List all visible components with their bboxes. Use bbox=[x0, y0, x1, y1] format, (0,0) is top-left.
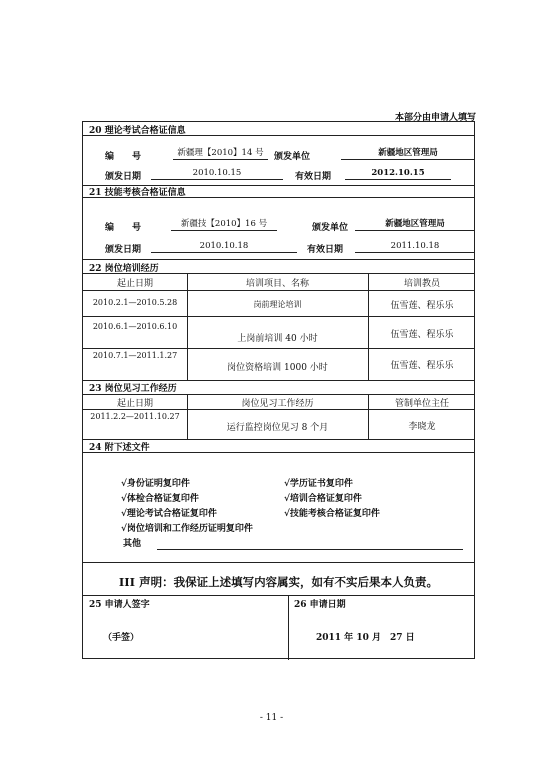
s20-number-value: 新疆理【2010】14 号 bbox=[173, 147, 268, 160]
s23-row1-director: 李晓龙 bbox=[408, 422, 436, 432]
s22-row1-instructor: 伍雪莲、程乐乐 bbox=[390, 301, 454, 311]
divider bbox=[83, 595, 474, 596]
s22-row3-dates: 2010.7.1—2011.1.27 bbox=[92, 351, 178, 360]
s20-valid-label: 有效日期 bbox=[295, 172, 332, 182]
application-form bbox=[82, 121, 475, 659]
section-26-title: 26 申请日期 bbox=[294, 600, 346, 610]
divider bbox=[83, 394, 474, 395]
section-21-title: 21 技能考核合格证信息 bbox=[89, 188, 186, 198]
section-20-title: 20 理论考试合格证信息 bbox=[89, 126, 186, 136]
section-22-title: 22 岗位培训经历 bbox=[89, 264, 159, 274]
attachment-item: √技能考核合格证复印件 bbox=[284, 509, 380, 519]
s23-row1-dates: 2011.2.2—2011.10.27 bbox=[90, 412, 180, 421]
s20-valid-value: 2012.10.15 bbox=[345, 167, 451, 180]
s22-row2-dates: 2010.6.1—2010.6.10 bbox=[92, 322, 178, 331]
s21-date-label: 颁发日期 bbox=[105, 245, 142, 255]
s20-issuer-label: 颁发单位 bbox=[274, 152, 311, 162]
attachment-other-label: 其他 bbox=[123, 539, 142, 549]
s23-header-director: 管制单位主任 bbox=[394, 399, 449, 409]
divider bbox=[83, 290, 474, 291]
header-note: 本部分由申请人填写 bbox=[395, 113, 477, 123]
attachment-item: √体检合格证复印件 bbox=[121, 494, 199, 504]
signature-note: （手签） bbox=[103, 633, 140, 643]
attachment-item: √学历证书复印件 bbox=[284, 479, 353, 489]
section-23-title: 23 岗位见习工作经历 bbox=[89, 384, 177, 394]
page-number: - 11 - bbox=[259, 713, 284, 723]
s21-valid-value: 2011.10.18 bbox=[355, 240, 475, 253]
s22-row2-instructor: 伍雪莲、程乐乐 bbox=[390, 330, 454, 340]
divider bbox=[83, 259, 474, 260]
column-divider bbox=[288, 595, 289, 660]
application-date: 2011 年 10 月 27 日 bbox=[316, 633, 415, 643]
s22-row1-dates: 2010.2.1—2010.5.28 bbox=[92, 298, 178, 307]
s20-date-value: 2010.10.15 bbox=[151, 167, 283, 180]
s21-issuer-value: 新疆地区管理局 bbox=[355, 218, 475, 231]
attachment-item: √理论考试合格证复印件 bbox=[121, 509, 217, 519]
other-line bbox=[157, 549, 463, 550]
s23-header-dates: 起止日期 bbox=[116, 399, 153, 409]
s23-row1-experience: 运行监控岗位见习 8 个月 bbox=[226, 423, 329, 433]
s22-row1-project: 岗前理论培训 bbox=[253, 300, 302, 309]
s21-number-label: 编 号 bbox=[105, 223, 142, 233]
s22-header-dates: 起止日期 bbox=[116, 279, 153, 289]
s21-issuer-label: 颁发单位 bbox=[312, 223, 349, 233]
s22-row3-instructor: 伍雪莲、程乐乐 bbox=[390, 361, 454, 371]
attachment-item: √培训合格证复印件 bbox=[284, 494, 362, 504]
attachment-item: √身份证明复印件 bbox=[121, 479, 190, 489]
section-24-title: 24 附下述文件 bbox=[89, 443, 150, 453]
divider bbox=[83, 562, 474, 563]
declaration: III 声明：我保证上述填写内容属实，如有不实后果本人负责。 bbox=[118, 575, 439, 589]
s22-header-instructor: 培训教员 bbox=[403, 279, 440, 289]
attachment-item: √岗位培训和工作经历证明复印件 bbox=[121, 524, 253, 534]
s22-row3-project: 岗位资格培训 1000 小时 bbox=[227, 363, 328, 373]
divider bbox=[83, 348, 474, 349]
s22-row2-project: 上岗前培训 40 小时 bbox=[237, 334, 318, 344]
divider bbox=[83, 409, 474, 410]
s21-number-value: 新疆技【2010】16 号 bbox=[171, 218, 277, 231]
s22-header-project: 培训项目、名称 bbox=[245, 279, 309, 289]
section-25-title: 25 申请人签字 bbox=[89, 600, 150, 610]
s21-date-value: 2010.10.18 bbox=[151, 240, 297, 253]
s20-date-label: 颁发日期 bbox=[105, 172, 142, 182]
s21-valid-label: 有效日期 bbox=[307, 245, 344, 255]
s23-header-experience: 岗位见习工作经历 bbox=[241, 399, 314, 409]
s20-issuer-value: 新疆地区管理局 bbox=[341, 147, 475, 160]
s20-number-label: 编 号 bbox=[105, 152, 142, 162]
divider bbox=[83, 316, 474, 317]
